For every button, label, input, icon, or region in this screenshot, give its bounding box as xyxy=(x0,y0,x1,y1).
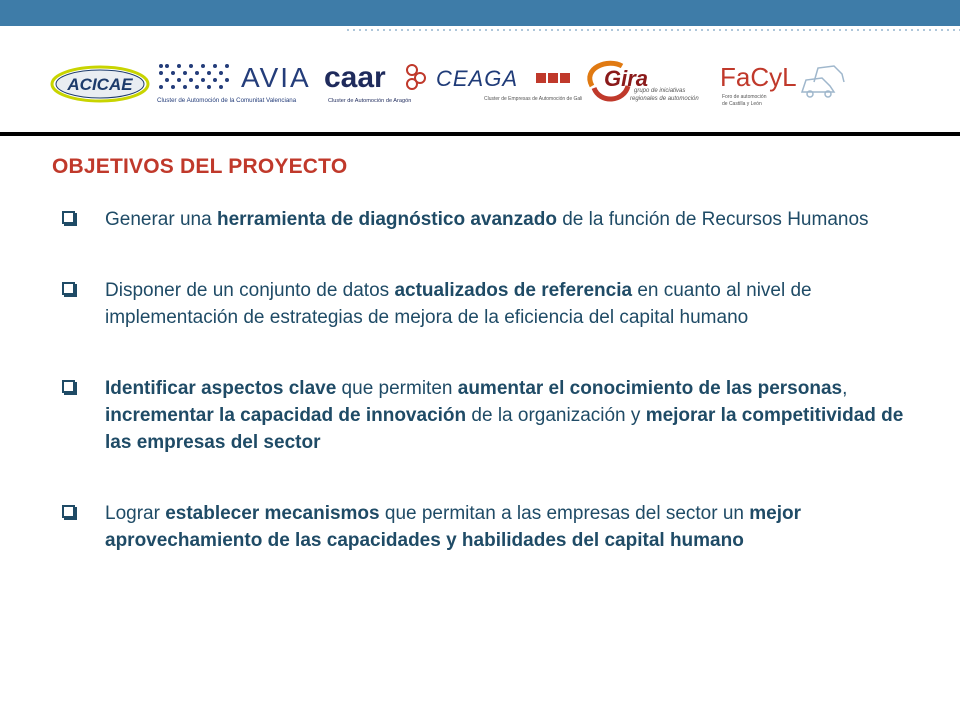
caar-logo-subtitle: Cluster de Automoción de Aragón xyxy=(328,98,412,104)
objective-text-segment: de la organización y xyxy=(466,405,646,426)
objective-item xyxy=(62,500,932,554)
objective-text-emphasis: mejorar la competitividad de las empresas del sector xyxy=(105,405,904,453)
checkbox-bullet-icon xyxy=(62,380,75,393)
objectives-list xyxy=(62,206,932,554)
ceaga-logo-subtitle: Cluster de Empresas de Automoción de Galicia xyxy=(484,96,582,102)
objective-text-segment: en cuanto al nivel de implementación de estrategias de mejora de la eficiencia del capital humano xyxy=(105,280,812,328)
objective-text-segment: que permitan a las empresas del sector un xyxy=(379,503,750,524)
avia-logo-subtitle: Cluster de Automoción de la Comunitat Valenciana xyxy=(157,97,297,104)
gira-logo-text: Gira xyxy=(604,66,649,91)
objective-text xyxy=(105,277,930,331)
objective-text xyxy=(105,500,930,554)
gira-logo-subtitle-1: grupo de iniciativas xyxy=(634,88,686,94)
checkbox-bullet-icon xyxy=(62,505,75,518)
acicae-logo xyxy=(50,58,150,106)
objective-text-segment: que permiten xyxy=(336,378,458,399)
objective-text-segment: Lograr xyxy=(105,503,166,524)
objective-text-emphasis: aumentar el conocimiento de las personas xyxy=(457,378,843,399)
acicae-logo-text: ACICAE xyxy=(67,75,133,94)
objective-text-emphasis: establecer mecanismos xyxy=(165,503,380,524)
header-rule xyxy=(0,132,960,136)
objective-text xyxy=(105,206,930,233)
gira-logo-subtitle-2: regionales de automoción xyxy=(630,96,699,102)
objective-text-emphasis: herramienta de diagnóstico avanzado xyxy=(216,209,557,230)
ceaga-logo-text: CEAGA xyxy=(436,66,519,91)
objective-item xyxy=(62,206,932,233)
gira-logo xyxy=(578,56,710,112)
facyl-logo-subtitle-1: Foro de automoción xyxy=(722,94,767,100)
objective-item xyxy=(62,375,932,456)
caar-logo xyxy=(322,56,428,108)
checkbox-bullet-icon xyxy=(62,282,75,295)
facyl-logo xyxy=(718,58,848,110)
checkbox-bullet-icon xyxy=(62,211,75,224)
objective-text-emphasis: actualizados de referencia xyxy=(394,280,633,301)
avia-logo xyxy=(155,58,317,108)
partner-logos-strip xyxy=(0,40,960,126)
caar-logo-text: caar xyxy=(324,61,386,94)
top-color-band xyxy=(0,0,960,26)
objective-text-emphasis: Identificar aspectos clave xyxy=(105,378,337,399)
facyl-logo-text: FaCyL xyxy=(720,62,797,92)
objective-text-emphasis: mejor aprovechamiento de las capacidades y habilidades del capital humano xyxy=(105,503,801,551)
objective-item xyxy=(62,277,932,331)
dotted-divider xyxy=(345,27,960,33)
facyl-logo-subtitle-2: de Castilla y León xyxy=(722,101,762,107)
avia-logo-text: AVIA xyxy=(241,62,311,93)
objective-text-segment: Disponer de un conjunto de datos xyxy=(105,280,395,301)
objective-text-segment: , xyxy=(842,378,848,399)
ceaga-logo xyxy=(434,64,582,106)
objective-text xyxy=(105,375,930,456)
objective-text-segment: de la función de Recursos Humanos xyxy=(556,209,869,230)
objective-text-emphasis: incrementar la capacidad de innovación xyxy=(105,405,467,426)
slide-title: OBJETIVOS DEL PROYECTO xyxy=(52,155,348,178)
objective-text-segment: Generar una xyxy=(105,209,217,230)
